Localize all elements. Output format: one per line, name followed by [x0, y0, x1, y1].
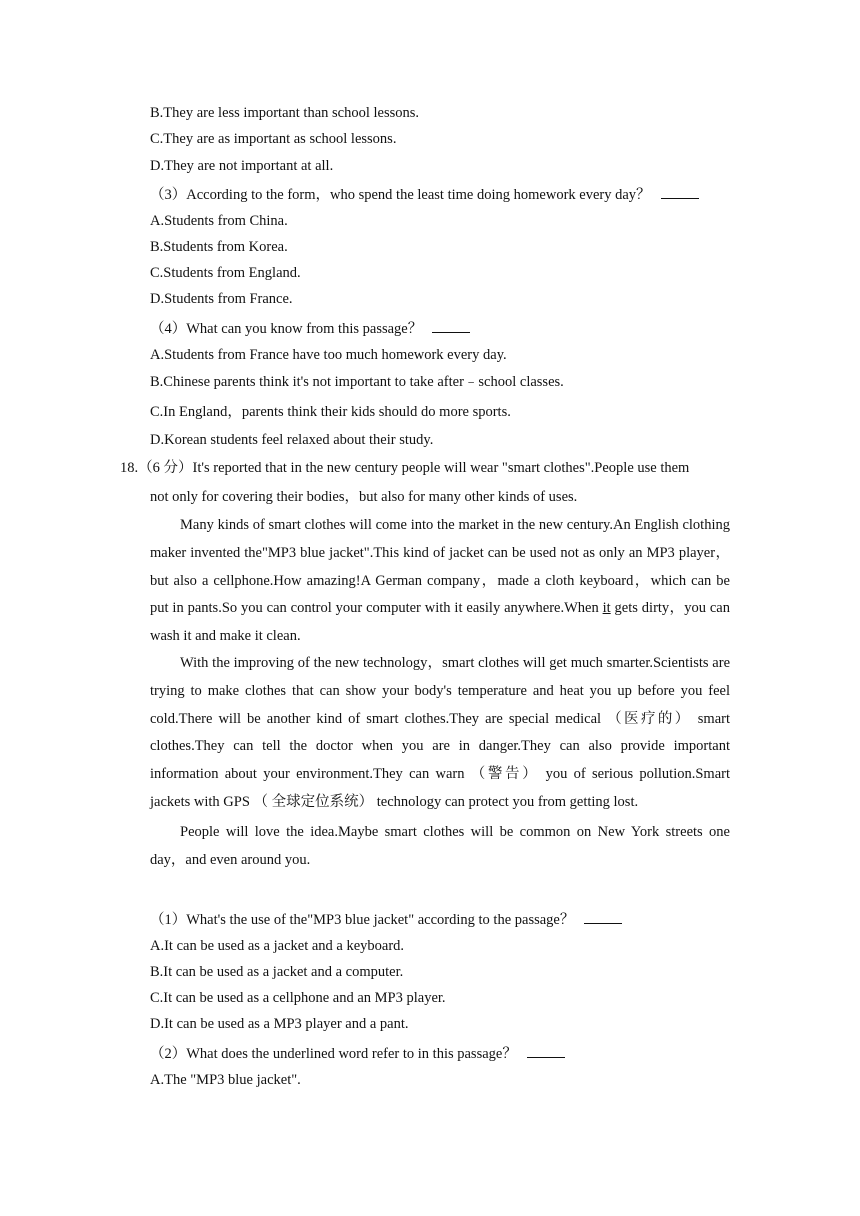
q17-4-stem-text: （4）What can you know from this passage？ — [150, 321, 423, 337]
q17-4-option-b: B.Chinese parents think it's not important to take after﹣school classes. — [150, 374, 564, 390]
q17-4-option-c: C.In England，parents think their kids should do more sports. — [150, 404, 511, 420]
q17-3-stem-text: （3）According to the form，who spend the least time doing homework every day？ — [150, 187, 651, 203]
q17-3-stem — [150, 184, 699, 204]
answer-blank — [661, 184, 699, 199]
q18-1-option-c: C.It can be used as a cellphone and an MP3 player. — [150, 990, 446, 1006]
q17-3-option-d: D.Students from France. — [150, 291, 293, 307]
q17-4-stem — [150, 318, 470, 338]
q18-passage-paragraph-3: People will love the idea.Maybe smart clothes will be common on New York streets one day，and even around you. — [150, 824, 730, 868]
q18-intro-text: It's reported that in the new century people will wear "smart clothes".People use them — [192, 460, 690, 476]
q18-2-option-a: A.The "MP3 blue jacket". — [150, 1072, 301, 1088]
q17-2-option-b: B.They are less important than school lessons. — [150, 105, 420, 121]
answer-blank — [432, 318, 470, 333]
q17-2-option-c: C.They are as important as school lessons. — [150, 131, 397, 147]
q18-passage-paragraph-1 — [150, 512, 730, 651]
answer-blank — [527, 1043, 565, 1058]
q17-3-option-b: B.Students from Korea. — [150, 239, 288, 255]
q18-intro-line2: not only for covering their bodies，but also for many other kinds of uses. — [150, 489, 578, 505]
p1-text-a: Many kinds of smart clothes will come into the market in the new century.An English clothing maker invented the"MP3 blue jacket".This kind of jacket can be used not as only an MP3 player，but also a cellphone.How amazing!A German company，made a cloth keyboard，which can be put in pants.So you can control your computer with it easily anywhere.When — [150, 517, 730, 617]
q17-4-option-d: D.Korean students feel relaxed about their study. — [150, 432, 434, 448]
q18-1-option-a: A.It can be used as a jacket and a keyboard. — [150, 938, 405, 954]
q18-1-option-b: B.It can be used as a jacket and a computer. — [150, 964, 404, 980]
q18-1-stem — [150, 909, 622, 929]
q18-number: 18.（6 分） — [120, 460, 193, 476]
q17-3-option-c: C.Students from England. — [150, 265, 301, 281]
q17-2-option-d: D.They are not important at all. — [150, 158, 334, 174]
q18-2-stem — [150, 1043, 565, 1063]
underlined-word: it — [602, 600, 611, 617]
q18-1-stem-text: （1）What's the use of the"MP3 blue jacket" according to the passage？ — [150, 912, 575, 928]
q18-1-option-d: D.It can be used as a MP3 player and a pant. — [150, 1016, 409, 1032]
q18-passage-paragraph-2: With the improving of the new technology，smart clothes will get much smarter.Scientists are trying to make clothes that can show your body's temperature and heat you up before you feel cold.There will be another kind of smart clothes.They are special medical （医疗的） smart clothes.They can tell the doctor when you are in danger.They can also provide important information about your environment.They can warn （警告） you of serious pollution.Smart jackets with GPS （ 全球定位系统） technology can protect you from getting lost. — [150, 655, 730, 810]
q17-3-option-a: A.Students from China. — [150, 213, 288, 229]
q18-intro-line1 — [120, 459, 689, 477]
q18-2-stem-text: （2）What does the underlined word refer to in this passage？ — [150, 1046, 517, 1062]
answer-blank — [584, 909, 622, 924]
p1-text-b: gets dirty，you can wash it and make it clean. — [150, 600, 730, 645]
q17-4-option-a: A.Students from France have too much homework every day. — [150, 347, 507, 363]
